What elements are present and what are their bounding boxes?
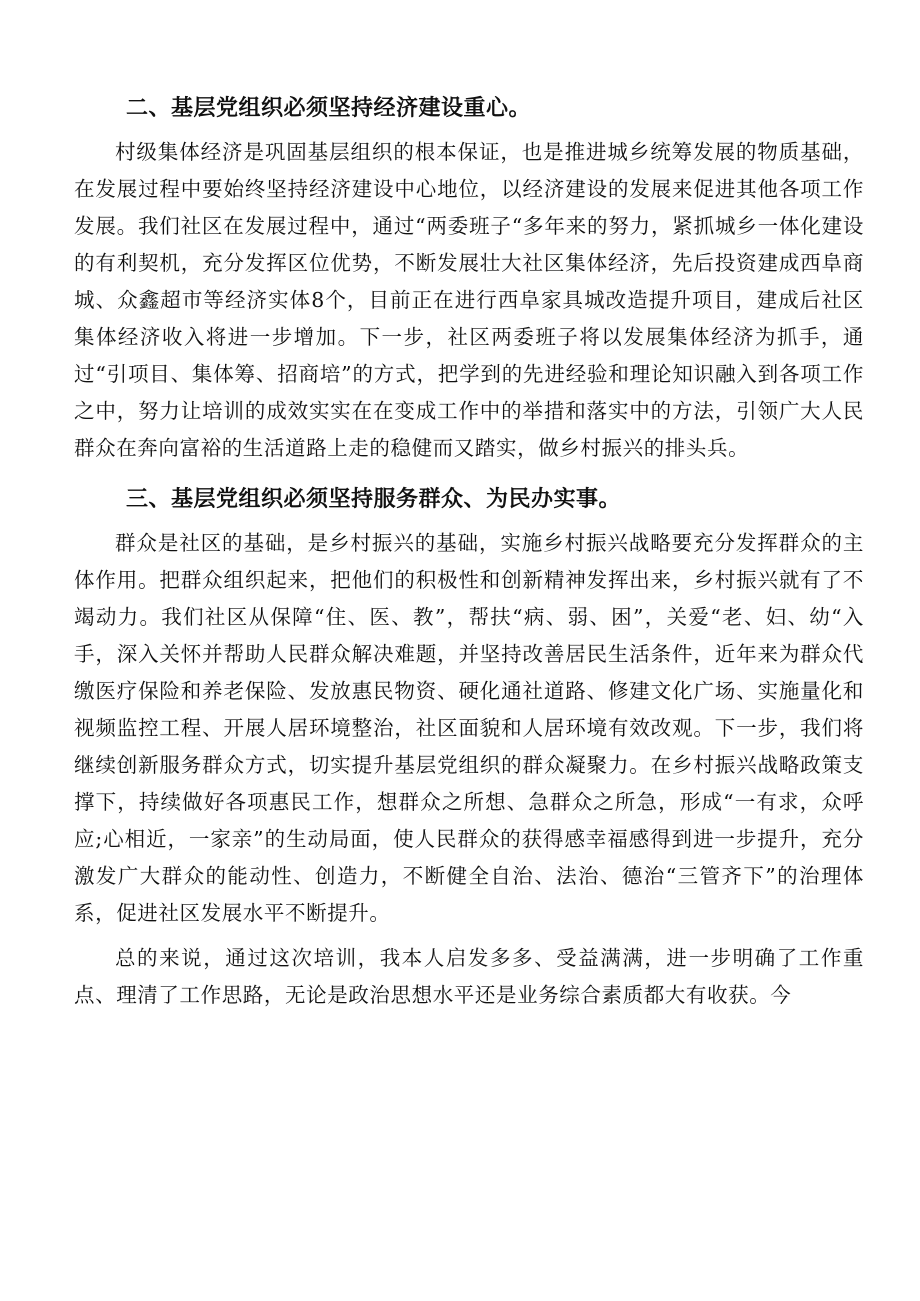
section-heading-3: 三、基层党组织必须坚持服务群众、为民办实事。 (126, 487, 622, 512)
section-heading-2: 二、基层党组织必须坚持经济建设重心。 (126, 96, 532, 121)
document-page (74, 84, 864, 1014)
paragraph-service: 群众是社区的基础，是乡村振兴的基础，实施乡村振兴战略要充分发挥群众的主体作用。把群众组织起来，把他们的积极性和创新精神发挥出来，乡村振兴就有了不竭动力。我们社区从保障“住、医、教”，帮扶“病、弱、困”，关爱“老、妇、幼“入手，深入关怀并帮助人民群众解决难题，并坚持改善居民生活条件，近年来为群众代缴医疗保险和养老保险、发放惠民物资、硬化通社道路、修建文化广场、实施量化和视频监控工程、开展人居环境整治，社区面貌和人居环境有效改观。下一步，我们将继续创新服务群众方式，切实提升基层党组织的群众凝聚力。在乡村振兴战略政策支撑下，持续做好各项惠民工作，想群众之所想、急群众之所急，形成“一有求，众呼应;心相近，一家亲”的生动局面，使人民群众的获得感幸福感得到进一步提升，充分激发广大群众的能动性、创造力，不断健全自治、法治、德治“三管齐下”的治理体系，促进社区发展水平不断提升。 (74, 531, 864, 925)
paragraph-summary: 总的来说，通过这次培训，我本人启发多多、受益满满，进一步明确了工作重点、理清了工作思路，无论是政治思想水平还是业务综合素质都大有收获。今 (74, 946, 864, 1007)
paragraph-economy: 村级集体经济是巩固基层组织的根本保证，也是推进城乡统筹发展的物质基础，在发展过程中要始终坚持经济建设中心地位，以经济建设的发展来促进其他各项工作发展。我们社区在发展过程中，通过“两委班子“多年来的努力，紧抓城乡一体化建设的有利契机，充分发挥区位优势，不断发展壮大社区集体经济，先后投资建成西阜商城、众鑫超市等经济实体8个，目前正在进行西阜家具城改造提升项目，建成后社区集体经济收入将进一步增加。下一步，社区两委班子将以发展集体经济为抓手，通过“引项目、集体筹、招商培”的方式，把学到的先进经验和理论知识融入到各项工作之中，努力让培训的成效实实在在变成工作中的举措和落实中的方法，引领广大人民群众在奔向富裕的生活道路上走的稳健而又踏实，做乡村振兴的排头兵。 (74, 140, 864, 460)
